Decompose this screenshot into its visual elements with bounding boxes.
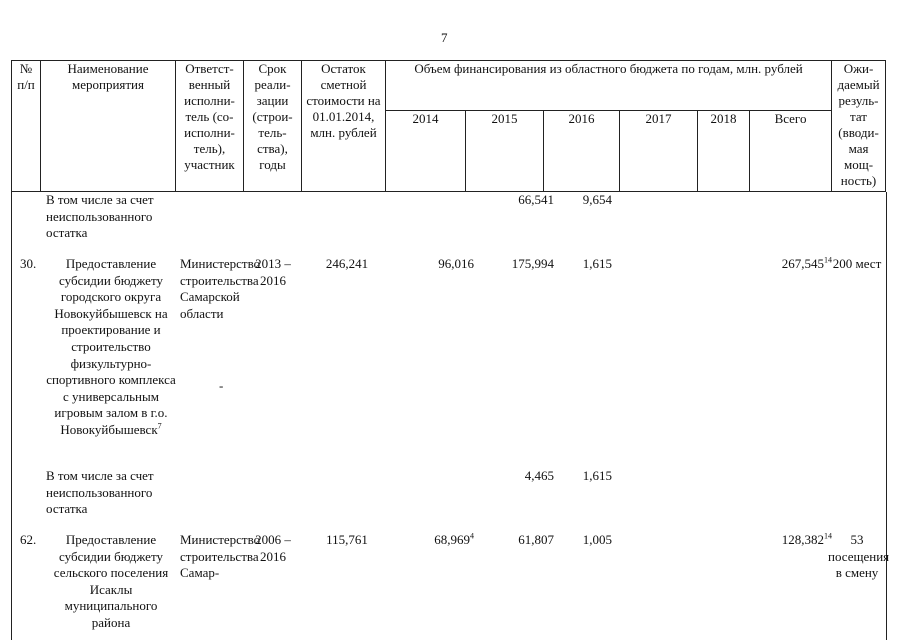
row-1-remainder: 246,241 — [325, 256, 369, 271]
row-3-total: 128,382$^{14}$ — [781, 531, 832, 547]
row-1-2015: 175,994 — [511, 256, 554, 271]
header-year-2015: 2015 — [466, 111, 544, 192]
header-result: Ожи-даемый резуль-тат (вводи-мая мощ-ность) — [832, 61, 886, 192]
row-3-num: 62. — [20, 532, 37, 547]
row-3-2015: 61,807 — [518, 532, 554, 547]
row-1-total: 267,545$^{14}$ — [781, 255, 832, 271]
row-1-responsible: Министерство строительства Самарской области — [180, 256, 261, 321]
row-1-name: Предоставление субсидии бюджету городского округа Новокуйбышевск на проектирование и строительство физкультурно-спортивного комплекса с универсальным игровым залом в г.о. Новокуйбышевск$^7$ — [46, 256, 176, 437]
header-funding: Объем финансирования из областного бюджета по годам, млн. рублей — [386, 61, 832, 111]
row-2-2016: 1,615 — [582, 468, 612, 483]
header-responsible: Ответст-венный исполни-тель (со-исполни-тель), участник — [176, 61, 244, 192]
header-year-2017: 2017 — [620, 111, 698, 192]
header-num: № п/п — [12, 61, 41, 192]
header-year-2016: 2016 — [544, 111, 620, 192]
header-table — [11, 60, 886, 192]
row-3-2016: 1,005 — [582, 532, 612, 547]
header-year-total: Всего — [750, 111, 832, 192]
header-name: Наименование мероприятия — [41, 61, 176, 192]
row-3-2014: 68,969$^4$ — [434, 531, 474, 547]
row-1-2016: 1,615 — [582, 256, 612, 271]
row-3-name: Предоставление субсидии бюджету сельского поселения Исаклы муниципального района — [53, 532, 169, 630]
row-1-2014: 96,016 — [438, 256, 474, 271]
row-1-num: 30. — [20, 256, 37, 271]
row-0-2016: 9,654 — [582, 192, 612, 207]
row-0-name: В том числе за счет неиспользованного остатка — [46, 192, 154, 241]
row-0-2015: 66,541 — [518, 192, 554, 207]
row-3-responsible: Министерство строительства Самар- — [180, 532, 261, 581]
row-3-term: 2006 – 2016 — [255, 532, 291, 564]
page-number: 7 — [441, 30, 448, 45]
row-2-2015: 4,465 — [524, 468, 554, 483]
row-1-term: 2013 – 2016 — [255, 256, 291, 288]
row-3-remainder: 115,761 — [326, 532, 368, 547]
header-year-2018: 2018 — [698, 111, 750, 192]
header-remainder: Остаток сметной стоимости на 01.01.2014, млн. рублей — [302, 61, 386, 192]
header-term: Срок реали-зации (строи-тель-ства), годы — [244, 61, 302, 192]
row-1-result: 200 мест — [832, 256, 882, 271]
table-body — [11, 192, 890, 640]
row-3-result: 53 посещения в смену — [828, 532, 890, 581]
row-2-name: В том числе за счет неиспользованного остатка — [46, 468, 154, 517]
header-year-2014: 2014 — [386, 111, 466, 192]
stray-mark: - — [219, 378, 224, 393]
